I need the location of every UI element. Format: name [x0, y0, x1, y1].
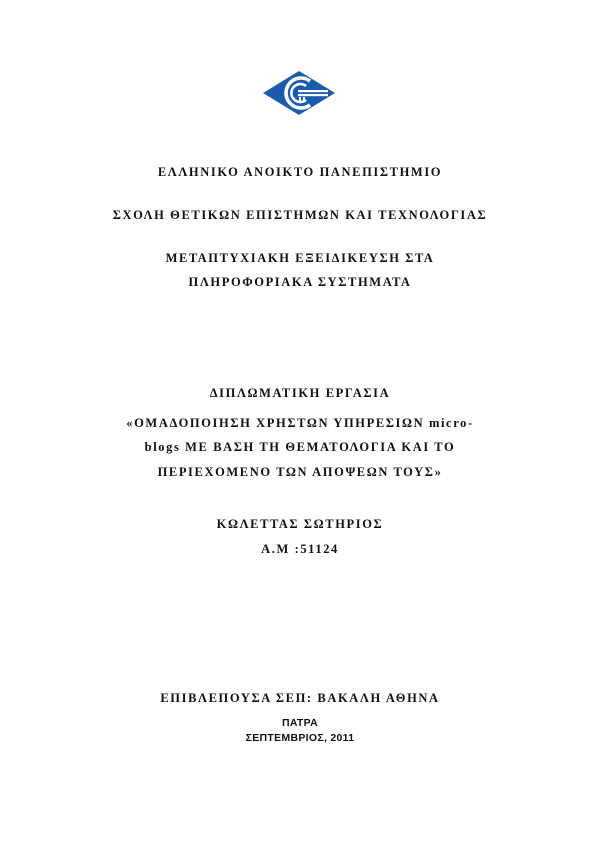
university-name: ΕΛΛΗΝΙΚΟ ΑΝΟΙΚΤΟ ΠΑΝΕΠΙΣΤΗΜΙΟ [157, 165, 443, 179]
date: ΣΕΠΤΕΜΒΡΙΟΣ, 2011 [245, 732, 355, 744]
program-line-2: ΠΛΗΡΟΦΟΡΙΑΚΑ ΣΥΣΤΗΜΑΤΑ [188, 275, 412, 289]
author-student-id: Α.Μ :51124 [261, 542, 339, 556]
program-line-1: ΜΕΤΑΠΤΥΧΙΑΚΗ ΕΞΕΙΔΙΚΕΥΣΗ ΣΤΑ [165, 251, 435, 265]
author-name: ΚΩΛΕΤΤΑΣ ΣΩΤΗΡΙΟΣ [216, 517, 384, 531]
thesis-title-line-2: blogs ΜΕ ΒΑΣΗ ΤΗ ΘΕΜΑΤΟΛΟΓΙΑ ΚΑΙ ΤΟ [144, 440, 456, 454]
thesis-type: ΔΙΠΛΩΜΑΤΙΚΗ ΕΡΓΑΣΙΑ [209, 386, 391, 400]
thesis-title-line-1: «ΟΜΑΔΟΠΟΙΗΣΗ ΧΡΗΣΤΩΝ ΥΠΗΡΕΣΙΩΝ micro- [126, 416, 474, 430]
supervisor: ΕΠΙΒΛΕΠΟΥΣΑ ΣΕΠ: ΒΑΚΑΛΗ ΑΘΗΝΑ [160, 691, 440, 705]
university-logo-icon [262, 70, 336, 116]
thesis-title-line-3: ΠΕΡΙΕΧΟΜΕΝΟ ΤΩΝ ΑΠΟΨΕΩΝ ΤΟΥΣ» [157, 465, 443, 479]
city: ΠΑΤΡΑ [281, 717, 318, 729]
school-name: ΣΧΟΛΗ ΘΕΤΙΚΩΝ ΕΠΙΣΤΗΜΩΝ ΚΑΙ ΤΕΧΝΟΛΟΓΙΑΣ [112, 208, 488, 222]
